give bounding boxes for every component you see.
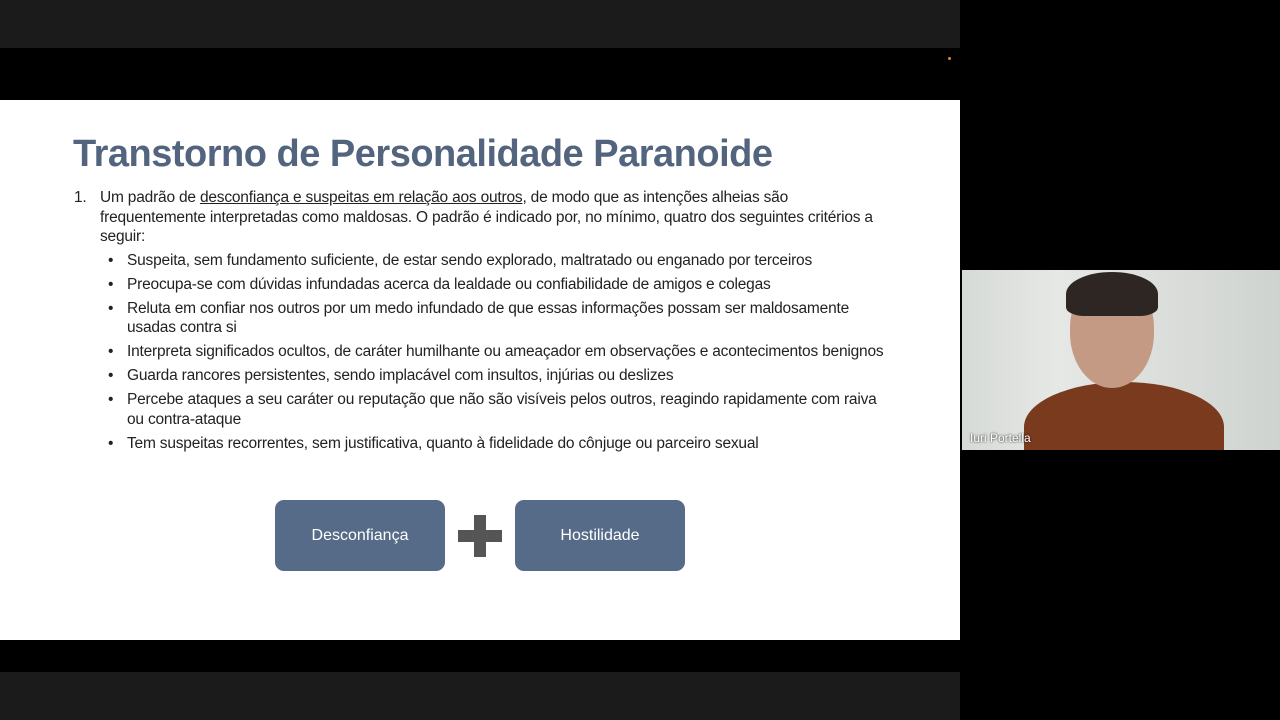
box-desconfianca: Desconfiança [275,500,445,571]
intro-pre: Um padrão de [100,189,200,206]
criterion: • Suspeita, sem fundamento suficiente, de estar sendo explorado, maltratado ou enganado por terceiros [108,251,884,271]
criterion: • Tem suspeitas recorrentes, sem justificativa, quanto à fidelidade do cônjuge ou parceiro sexual [108,434,884,454]
slide-body [74,188,884,458]
status-dot [948,57,951,60]
participant-video-tile[interactable] [962,270,1280,450]
item-text [100,188,884,247]
intro-underlined: desconfiança e suspeitas em relação aos outros [199,189,523,206]
plus-icon [458,515,502,557]
criterion: • Interpreta significados ocultos, de caráter humilhante ou ameaçador em observações e acontecimentos benignos [108,342,884,362]
criterion: • Reluta em confiar nos outros por um medo infundado de que essas informações possam ser maldosamente usadas contra si [108,299,884,338]
box-hostilidade: Hostilidade [515,500,685,571]
participant-name: Iuri Portella [970,431,1031,445]
criterion: • Preocupa-se com dúvidas infundadas acerca da lealdade ou confiabilidade de amigos e colegas [108,275,884,295]
intro-post: , de modo que as intenções alheias são frequentemente interpretadas como maldosas. O padrão é indicado por, no mínimo, quatro dos seguintes critérios a seguir: [100,189,873,245]
criterion: • Percebe ataques a seu caráter ou reputação que não são visíveis pelos outros, reagindo rapidamente com raiva ou contra-ataque [108,390,884,429]
participant-video [1024,382,1224,450]
criterion: • Guarda rancores persistentes, sendo implacável com insultos, injúrias ou deslizes [108,366,884,386]
slide-title: Transtorno de Personalidade Paranoide [73,133,773,175]
bottom-bar [0,672,960,720]
criteria-list [108,251,884,454]
participant-hair [1066,272,1158,316]
top-bar [0,0,960,48]
numbered-item [74,188,884,247]
item-number: 1. [74,189,87,206]
shared-slide [0,100,960,640]
